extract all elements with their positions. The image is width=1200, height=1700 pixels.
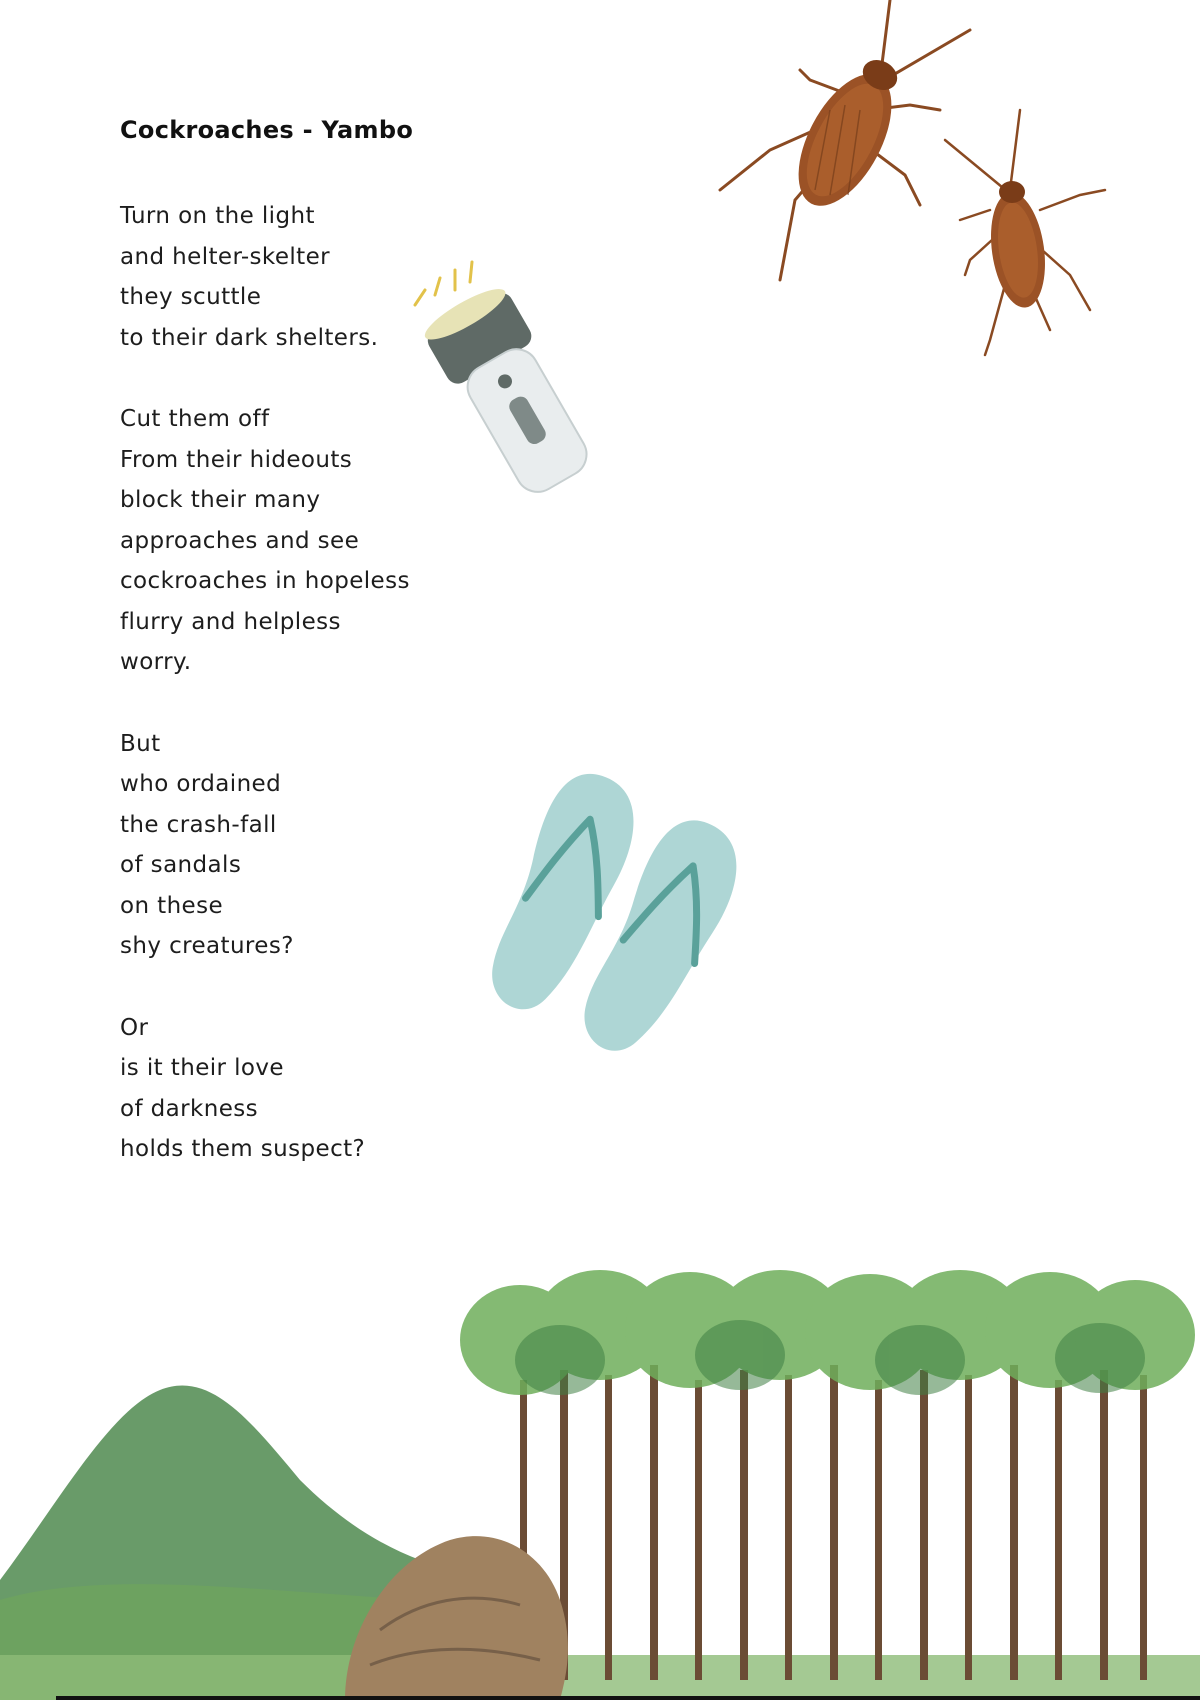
poem-line: of sandals <box>120 852 242 878</box>
poem-line: holds them suspect? <box>120 1136 366 1162</box>
poem-line: they scuttle <box>120 284 262 310</box>
poem-line: From their hideouts <box>120 446 353 473</box>
poem-line: of darkness <box>120 1095 259 1122</box>
poem-line: cockroaches in hopeless <box>120 568 410 594</box>
poem-body <box>120 196 410 1211</box>
poem-line: the crash-fall <box>120 811 277 838</box>
stanza <box>120 1008 410 1170</box>
poem-title: Cockroaches - Yambo <box>120 116 414 144</box>
flip-flop-sandals-illustration <box>470 760 770 1070</box>
poem-line: worry. <box>120 649 192 675</box>
stanza <box>120 399 410 683</box>
poem-line: shy creatures? <box>120 933 294 959</box>
bottom-rule <box>56 1696 1200 1700</box>
poem-line: But <box>120 730 161 757</box>
poem-line: who ordained <box>120 771 282 797</box>
poem-line: on these <box>120 892 224 919</box>
poem-line: Turn on the light <box>120 203 315 229</box>
poem-line: to their dark shelters. <box>120 324 379 351</box>
forest-landscape-illustration <box>0 1270 1200 1700</box>
poem-line: approaches and see <box>120 527 360 554</box>
flashlight-illustration <box>410 260 625 510</box>
stanza <box>120 196 410 358</box>
poem-line: block their many <box>120 487 321 513</box>
cockroach-illustration <box>930 100 1130 360</box>
poem-line: Cut them off <box>120 406 270 432</box>
stanza <box>120 724 410 967</box>
poem-line: flurry and helpless <box>120 608 341 635</box>
poem-line: and helter-skelter <box>120 243 330 270</box>
poem-line: Or <box>120 1014 149 1041</box>
poem-line: is it their love <box>120 1055 284 1081</box>
